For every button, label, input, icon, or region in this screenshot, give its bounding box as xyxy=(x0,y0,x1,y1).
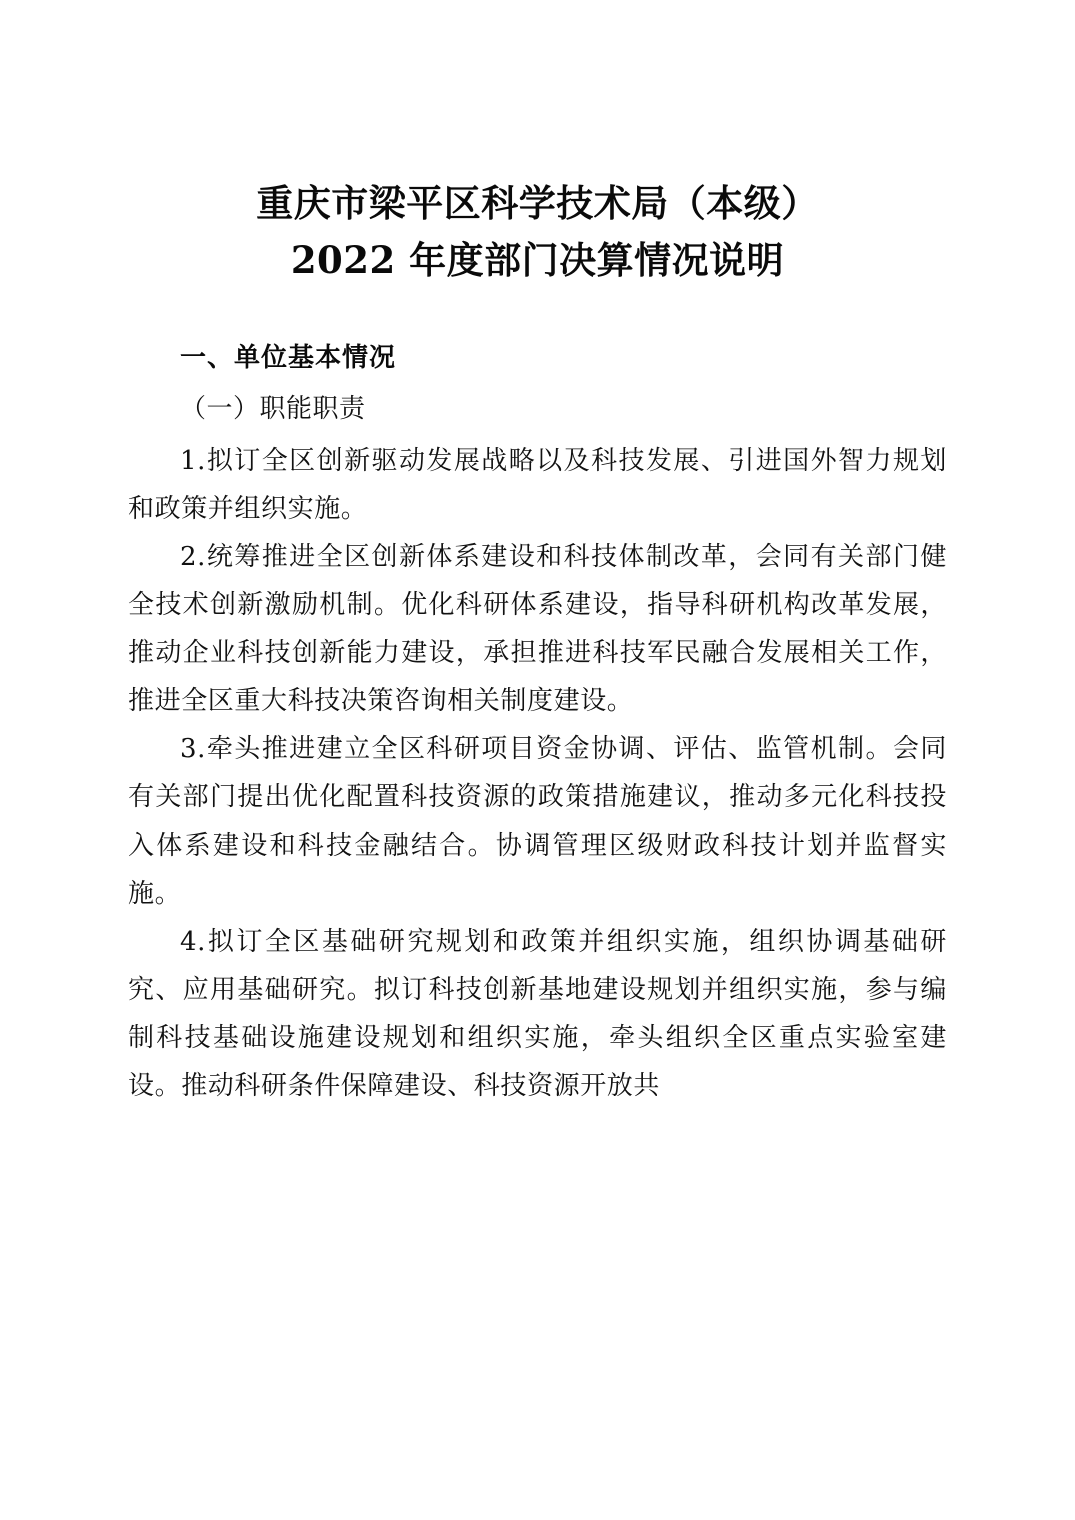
paragraph-3: 3.牵头推进建立全区科研项目资金协调、评估、监管机制。会同有关部门提出优化配置科技资源的政策措施建议，推动多元化科技投入体系建设和科技金融结合。协调管理区级财政科技计划并监督实施。 xyxy=(128,734,947,909)
section-heading-basic-info: 一、单位基本情况 xyxy=(180,342,397,373)
page-title xyxy=(128,175,947,290)
title-line-2: 2022 年度部门决算情况说明 xyxy=(290,238,785,283)
sub-heading-duties: （一）职能职责 xyxy=(180,394,366,425)
paragraph-4: 4.拟订全区基础研究规划和政策并组织实施，组织协调基础研究、应用基础研究。拟订科技创新基地建设规划并组织实施，参与编制科技基础设施建设规划和组织实施，牵头组织全区重点实验室建设。推动科研条件保障建设、科技资源开放共 xyxy=(128,926,947,1101)
paragraph-1: 1.拟订全区创新驱动发展战略以及科技发展、引进国外智力规划和政策并组织实施。 xyxy=(128,445,947,524)
title-line-1: 重庆市梁平区科学技术局（本级） xyxy=(256,181,819,225)
paragraph-2: 2.统筹推进全区创新体系建设和科技体制改革，会同有关部门健全技术创新激励机制。优化科研体系建设，指导科研机构改革发展，推动企业科技创新能力建设，承担推进科技军民融合发展相关工作，推进全区重大科技决策咨询相关制度建设。 xyxy=(128,541,947,717)
